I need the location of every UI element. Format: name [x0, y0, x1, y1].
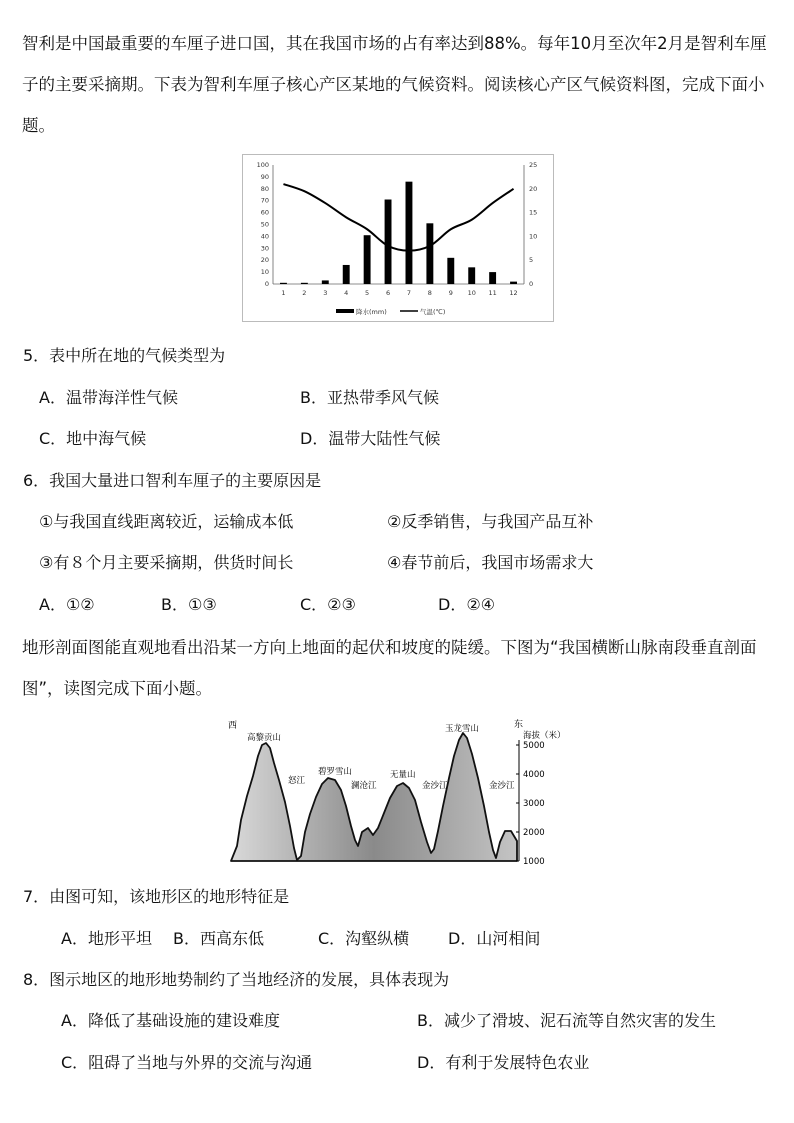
q7-option-d[interactable]: D．山河相间	[448, 929, 541, 948]
legend-bar-swatch	[336, 309, 354, 313]
label-nujiang: 怒江	[288, 776, 306, 786]
x-tick-label: 1	[281, 289, 286, 297]
terrain-profile	[225, 718, 585, 868]
q6-stem: 6．我国大量进口智利车厘子的主要原因是	[23, 471, 322, 490]
label-jinsha-2: 金沙江	[489, 781, 515, 791]
q7-option-b[interactable]: B．西高东低	[173, 929, 264, 948]
q6-statement-4: ④春节前后，我国市场需求大	[387, 553, 594, 572]
y-right-tick-label: 25	[529, 161, 538, 169]
q8-option-d[interactable]: D．有利于发展特色农业	[417, 1053, 590, 1072]
west-label: 西	[228, 721, 238, 731]
x-tick-label: 9	[448, 289, 453, 297]
intro-paragraph-2: 地形剖面图能直观地看出沿某一方向上地面的起伏和坡度的陡缓。下图为“我国横断山脉南段垂直剖面图”，读图完成下面小题。	[22, 638, 757, 698]
y-right-tick-label: 10	[529, 232, 538, 241]
x-tick-label: 5	[365, 289, 370, 297]
y-left-tick-label: 90	[260, 172, 269, 181]
q7-stem: 7．由图可知，该地形区的地形特征是	[23, 887, 290, 906]
precip-bar	[468, 267, 475, 284]
q8-stem: 8．图示地区的地形地势制约了当地经济的发展，具体表现为	[23, 970, 450, 989]
elevation-axis-title: 海拔（米）	[523, 731, 566, 741]
elevation-tick-label: 1000	[523, 857, 545, 867]
y-left-tick-label: 20	[260, 256, 269, 265]
y-left-tick-label: 80	[260, 184, 269, 193]
q5-option-a[interactable]: A．温带海洋性气候	[39, 388, 178, 407]
precip-bar	[447, 258, 454, 284]
label-gaoligong: 高黎贡山	[247, 733, 282, 743]
y-right-tick-label: 0	[529, 280, 534, 288]
y-left-tick-label: 30	[260, 244, 269, 253]
precip-bar	[406, 182, 413, 284]
precip-bar	[322, 280, 329, 284]
q8-option-a[interactable]: A．降低了基础设施的建设难度	[61, 1011, 280, 1030]
q6-statement-1: ①与我国直线距离较近，运输成本低	[39, 512, 294, 531]
intro-paragraph-1: 智利是中国最重要的车厘子进口国，其在我国市场的占有率达到88%。每年10月至次年2月是智利车厘子的主要采摘期。下表为智利车厘子核心产区某地的气候资料。阅读核心产区气候资料图，完成下面小题。	[22, 34, 767, 135]
y-left-tick-label: 40	[260, 232, 269, 241]
elevation-tick-label: 3000	[523, 799, 545, 809]
y-left-tick-label: 50	[260, 220, 269, 229]
label-lancang: 澜沧江	[351, 781, 377, 791]
climate-chart	[242, 154, 554, 322]
x-tick-label: 7	[406, 289, 412, 297]
q8-option-c[interactable]: C．阻碍了当地与外界的交流与沟通	[61, 1053, 313, 1072]
precip-bar	[489, 272, 496, 284]
q7-option-c[interactable]: C．沟壑纵横	[318, 929, 410, 948]
precip-bar	[385, 200, 392, 284]
x-tick-label: 12	[509, 289, 518, 297]
legend-precip-label: 降水(mm)	[356, 308, 387, 316]
x-tick-label: 3	[323, 289, 328, 297]
precip-bar	[364, 235, 371, 284]
q5-option-c[interactable]: C．地中海气候	[39, 429, 147, 448]
q6-statement-3: ③有８个月主要采摘期，供货时间长	[39, 553, 294, 572]
east-label: 东	[514, 720, 524, 730]
x-tick-label: 11	[488, 289, 497, 297]
precip-bar	[426, 223, 433, 284]
y-right-tick-label: 20	[529, 184, 538, 193]
elevation-tick-label: 4000	[523, 770, 545, 780]
y-right-tick-label: 5	[529, 256, 534, 265]
mountain-silhouette	[231, 733, 517, 861]
precip-bar	[510, 282, 517, 284]
q5-stem: 5．表中所在地的气候类型为	[23, 346, 226, 365]
q6-option-a[interactable]: A．①②	[39, 595, 95, 614]
q5-option-d[interactable]: D．温带大陆性气候	[300, 429, 441, 448]
elevation-tick-label: 5000	[523, 741, 545, 751]
x-tick-label: 10	[467, 289, 476, 297]
y-left-tick-label: 70	[260, 196, 269, 205]
label-jinsha-1: 金沙江	[422, 781, 448, 791]
q6-option-b[interactable]: B．①③	[161, 595, 217, 614]
y-left-tick-label: 100	[256, 161, 269, 169]
x-tick-label: 6	[385, 289, 391, 297]
x-tick-label: 2	[302, 289, 307, 297]
label-biluo: 碧罗雪山	[318, 767, 353, 777]
y-left-tick-label: 10	[260, 268, 269, 277]
q8-option-b[interactable]: B．减少了滑坡、泥石流等自然灾害的发生	[417, 1011, 716, 1030]
precip-bar	[343, 265, 350, 284]
precip-bar	[280, 283, 287, 284]
x-tick-label: 4	[344, 289, 349, 297]
q6-option-d[interactable]: D．②④	[438, 595, 496, 614]
q6-option-c[interactable]: C．②③	[300, 595, 356, 614]
precip-bar	[301, 283, 308, 284]
y-left-tick-label: 0	[264, 280, 269, 288]
y-left-tick-label: 60	[260, 208, 269, 217]
legend-temp-label: 气温(℃)	[420, 308, 446, 316]
q5-option-b[interactable]: B．亚热带季风气候	[300, 388, 439, 407]
label-wuliang: 无量山	[390, 770, 416, 780]
elevation-tick-label: 2000	[523, 828, 545, 838]
x-tick-label: 8	[427, 289, 432, 297]
y-right-tick-label: 15	[529, 208, 538, 217]
q7-option-a[interactable]: A．地形平坦	[61, 929, 152, 948]
q6-statement-2: ②反季销售，与我国产品互补	[387, 512, 594, 531]
label-yulong: 玉龙雪山	[445, 724, 480, 734]
